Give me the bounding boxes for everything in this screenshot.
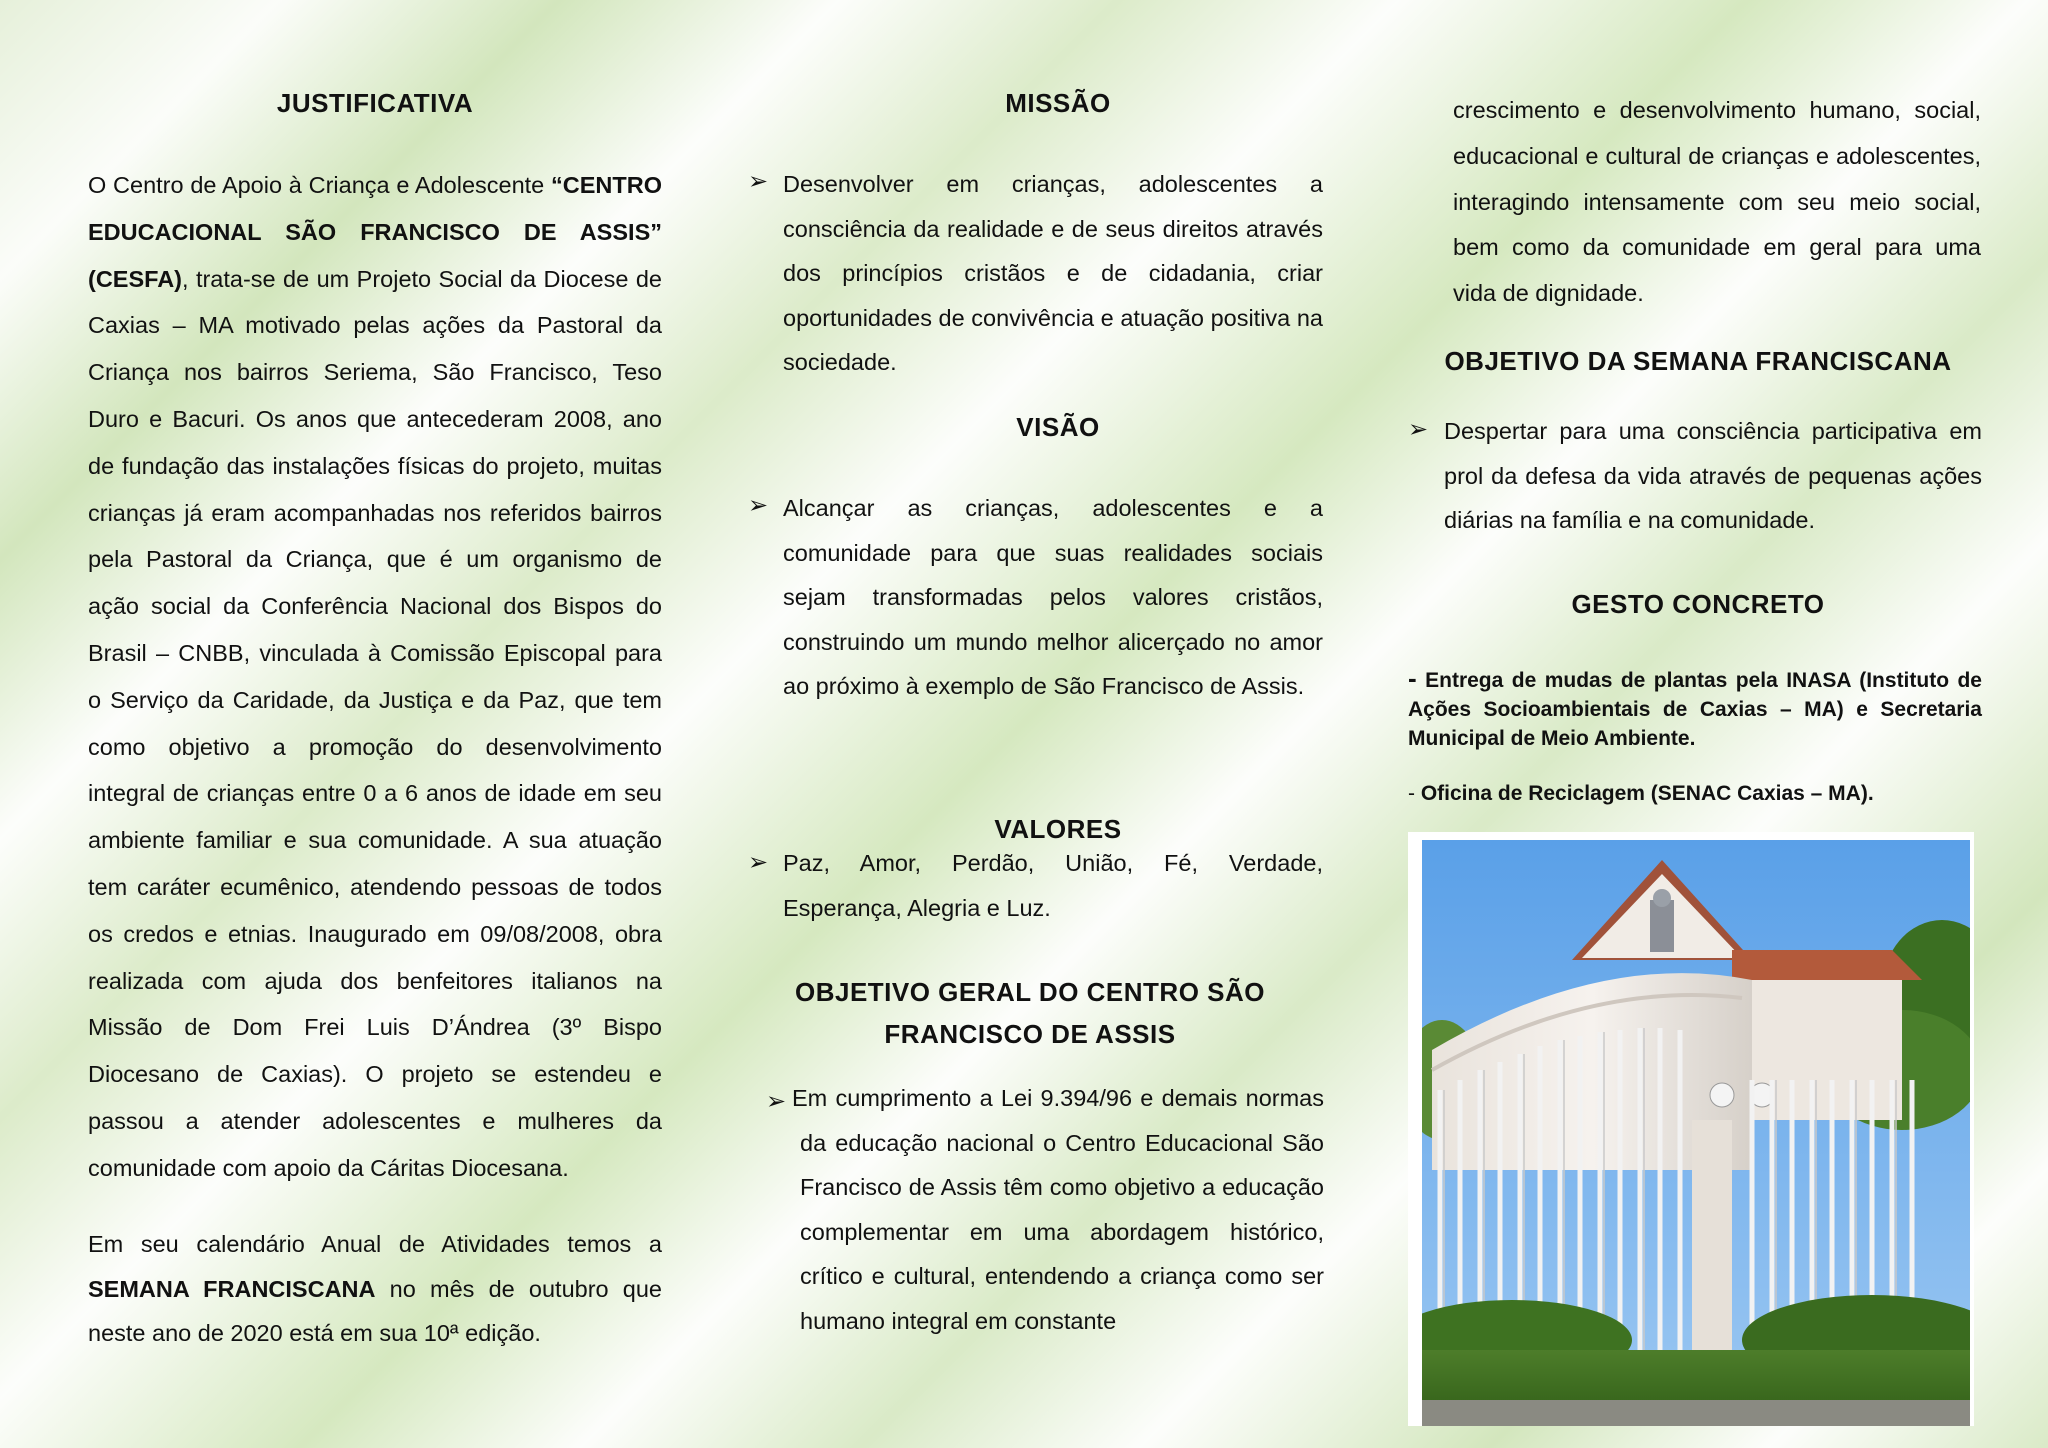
semana-franciscana-bold: SEMANA FRANCISCANA — [88, 1275, 376, 1302]
missao-title: MISSÃO — [1005, 88, 1111, 118]
valores-text: Paz, Amor, Perdão, União, Fé, Verdade, Esperança, Alegria e Luz. — [783, 850, 1323, 921]
side-roof — [1732, 950, 1922, 980]
arrow-bullet-icon: ➢ — [748, 849, 769, 876]
statue — [1650, 900, 1674, 952]
objetivo-geral-text: Em cumprimento a Lei 9.394/96 e demais normas da educação nacional o Centro Educacional São Francisco de Assis têm como objetivo a educação complementar em uma abordagem histórico, crítico e cultural, entendendo a criança como ser humano integral em constante — [792, 1085, 1324, 1334]
arrow-bullet-icon: ➢ — [1408, 416, 1429, 443]
arrow-bullet-icon: ➢ — [748, 168, 769, 195]
dash-bullet: - — [1408, 782, 1415, 805]
justificativa-title: JUSTIFICATIVA — [276, 88, 474, 118]
gesto-concreto-title: GESTO CONCRETO — [1571, 589, 1825, 619]
lamp — [1710, 1083, 1734, 1107]
justificativa-paragraph-1 — [88, 162, 662, 1192]
dash-bullet: - — [1408, 663, 1417, 693]
text-span: no mês de outubro que neste ano de 2020 está em sua 10ª edição. — [88, 1275, 662, 1346]
statue-head — [1653, 889, 1671, 907]
justificativa-paragraph-2 — [88, 1222, 662, 1356]
church-photo — [1408, 832, 1974, 1426]
gate-pillar — [1692, 1120, 1732, 1350]
gesto-item-1-text: Entrega de mudas de plantas pela INASA (Instituto de Ações Socioambientais de Caxias – MA) e Secretaria Municipal de Meio Ambiente. — [1408, 669, 1982, 750]
visao-title: VISÃO — [1016, 412, 1100, 442]
objetivo-continued-text: crescimento e desenvolvimento humano, social, educacional e cultural de crianças e adolescentes, interagindo intensamente com seu meio social, bem como da comunidade em geral para uma vida de dignidade. — [1453, 97, 1981, 307]
objetivo-geral-title — [760, 971, 1300, 1055]
church-photo-illustration — [1422, 840, 1970, 1426]
cesfa-name: “CENTRO EDUCACIONAL SÃO FRANCISCO DE ASSIS” (CESFA) — [88, 172, 662, 292]
arrow-bullet-icon: ➢ — [766, 1088, 787, 1115]
semana-franciscana-title: OBJETIVO DA SEMANA FRANCISCANA — [1444, 346, 1952, 376]
valores-title: VALORES — [994, 814, 1122, 844]
gesto-item-2-text: Oficina de Reciclagem (SENAC Caxias – MA). — [1420, 782, 1874, 805]
visao-text: Alcançar as crianças, adolescentes e a comunidade para que suas realidades sociais sejam transformadas pelos valores cristãos, construindo um mundo melhor alicerçado no amor ao próximo à exemplo de São Francisco de Assis. — [783, 495, 1323, 699]
missao-text: Desenvolver em crianças, adolescentes a consciência da realidade e de seus direitos através dos princípios cristãos e de cidadania, criar oportunidades de convivência e atuação positiva na sociedade. — [783, 171, 1323, 375]
gesto-item-2 — [1408, 779, 1982, 808]
gesto-item-1 — [1408, 664, 1982, 753]
text-span: O Centro de Apoio à Criança e Adolescente — [88, 172, 552, 198]
text-span: Em seu calendário Anual de Atividades temos a — [88, 1231, 662, 1257]
sidewalk — [1422, 1400, 1970, 1426]
text-span: , trata-se de um Projeto Social da Diocese de Caxias – MA motivado pelas ações da Pastoral da Criança nos bairros Seriema, São Francisco, Teso Duro e Bacuri. Os anos que antecederam 2008, ano de fundação das instalações físicas do projeto, muitas crianças já eram acompanhadas nos referidos bairros pela Pastoral da Criança, que é um organismo de ação social da Conferência Nacional dos Bispos do Brasil – CNBB, vinculada à Comissão Episcopal para o Serviço da Caridade, da Justiça e da Paz, que tem como objetivo a promoção do desenvolvimento integral de crianças entre 0 a 6 anos de idade em seu ambiente familiar e sua comunidade. A sua atuação tem caráter ecumênico, atendendo pessoas de todos os credos e etnias. Inaugurado em 09/08/2008, obra realizada com ajuda dos benfeitores italianos na Missão de Dom Frei Luis D’Ándrea (3º Bispo Diocesano de Caxias). O projeto se estendeu e passou a atender adolescentes e mulheres da comunidade com apoio da Cáritas Diocesana. — [88, 265, 662, 1181]
arrow-bullet-icon: ➢ — [748, 492, 769, 519]
objetivo-geral-title-line-1: OBJETIVO GERAL DO CENTRO SÃO — [794, 977, 1265, 1007]
objetivo-geral-title-line-2: FRANCISCO DE ASSIS — [884, 1019, 1176, 1049]
semana-franciscana-text: Despertar para uma consciência participativa em prol da defesa da vida através de pequenas ações diárias na família e na comunidade. — [1444, 418, 1982, 533]
